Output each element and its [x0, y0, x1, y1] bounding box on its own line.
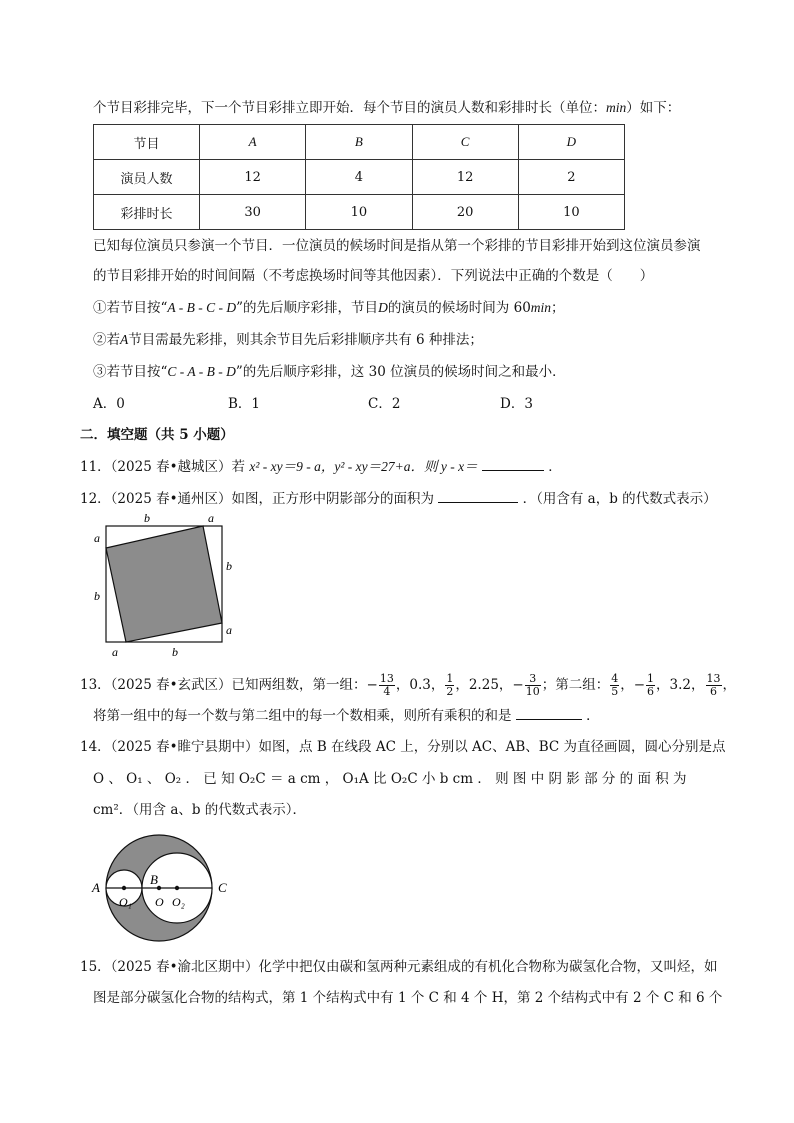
fraction-denominator: 10	[525, 685, 540, 698]
label-o1: O₁	[119, 895, 132, 909]
intro-text: 个节目彩排完毕，下一个节目彩排立即开始．每个节目的演员人数和彩排时长（单位：	[93, 100, 606, 116]
separator-text: ，0.3，	[395, 677, 445, 693]
separator-text: ，2.25，	[455, 677, 513, 693]
q13-group1	[366, 672, 542, 698]
q14-circles-figure	[88, 828, 248, 946]
label-o: O	[155, 895, 164, 909]
label-c: C	[218, 880, 227, 895]
q15-line1: 15．（2025 春•渝北区期中）化学中把仅由碳和氢两种元素组成的有机化合物称为碳氢化合物，又叫烃，如	[80, 959, 718, 975]
q13-answer-blank[interactable]	[516, 705, 582, 720]
table-cell: A	[200, 125, 306, 160]
intro-end: ）如下：	[626, 100, 681, 116]
point-o2	[175, 886, 179, 890]
minus-sign: −	[512, 677, 524, 693]
q10-option-b: B．1	[228, 396, 261, 412]
fraction-numerator: 1	[647, 672, 655, 685]
q10-statement-2: ②若A节目需最先彩排，则其余节目先后彩排顺序共有 6 种排法；	[93, 332, 483, 348]
q10-option-c: C．2	[368, 396, 401, 412]
q14-line3: cm²．（用含 a、b 的代数式表示）．	[93, 802, 307, 818]
q12-square-figure	[88, 510, 248, 660]
label-a: A	[92, 880, 100, 895]
q12-answer-blank[interactable]	[438, 488, 518, 503]
q11-line: 11．（2025 春•越城区）若 x² - xy＝9 - a，y² - xy＝27+a．则 y - x＝ ．	[80, 456, 562, 477]
intro-unit: min	[606, 100, 627, 115]
table-cell: 10	[518, 195, 624, 230]
q14-line2: O 、 O₁ 、 O₂ ． 已 知 O₂C ＝ a cm ， O₁A 比 O₂C 小 b cm ． 则 图 中 阴 影 部 分 的 面 积 为	[93, 771, 687, 787]
row-header-cell: 演员人数	[94, 160, 200, 195]
fraction-denominator: 2	[446, 685, 454, 698]
point-o1	[122, 886, 126, 890]
q10-option-a: A．0	[93, 396, 125, 412]
minus-sign: −	[633, 677, 646, 693]
fraction-numerator: 1	[446, 672, 454, 685]
fraction-numerator: 13	[706, 672, 721, 685]
fraction	[646, 673, 655, 698]
table-cell: B	[306, 125, 412, 160]
q13-line1: 13．（2025 春•玄武区）已知两组数，第一组：− $\frac{13}{4}$ ，0.3， $\frac{1}{2}$ ，2.25，− $\frac{3}{10}$ ；第二组： $\frac{4}{5}$ ，− $\frac{1}{6}$ ，3.2， $\frac{13}{6}$ ，	[80, 672, 737, 698]
label-right-a: a	[226, 623, 232, 637]
section-title: 二．填空题（共 5 小题）	[80, 427, 234, 443]
label-b: B	[150, 872, 158, 887]
label-o2: O₂	[172, 895, 185, 909]
fraction	[445, 673, 454, 698]
label-left-b: b	[94, 589, 100, 603]
fraction	[379, 673, 395, 698]
label-bottom-a: a	[112, 645, 118, 659]
q10-text-line1: 已知每位演员只参演一个节目．一位演员的候场时间是指从第一个彩排的节目彩排开始到这位演员参演	[93, 238, 701, 254]
fraction-denominator: 6	[710, 685, 718, 698]
q10-statement-3: ③若节目按“C - A - B - D”的先后顺序彩排，这 30 位演员的候场时间之和最小．	[93, 364, 566, 380]
row-header-cell: 彩排时长	[94, 195, 200, 230]
table-row	[94, 160, 625, 195]
label-top-b: b	[144, 511, 150, 525]
label-top-a: a	[208, 511, 214, 525]
table-cell: 10	[306, 195, 412, 230]
minus-sign: −	[366, 677, 378, 693]
label-right-b: b	[226, 559, 232, 573]
q11-answer-blank[interactable]	[482, 456, 544, 471]
fraction	[525, 673, 541, 698]
q12-line: 12．（2025 春•通州区）如图，正方形中阴影部分的面积为 ．（用含有 a，b 的代数式表示）	[80, 488, 717, 509]
row-header-cell: 节目	[94, 125, 200, 160]
label-bottom-b: b	[172, 645, 178, 659]
intro-line	[93, 98, 680, 118]
fraction-denominator: 6	[647, 685, 655, 698]
table-cell: 2	[518, 160, 624, 195]
q14-line1: 14．（2025 春•睢宁县期中）如图，点 B 在线段 AC 上，分别以 AC、AB、BC 为直径画圆，圆心分别是点	[80, 739, 726, 755]
fraction	[706, 673, 722, 698]
schedule-table	[93, 124, 625, 230]
fraction-denominator: 4	[383, 685, 391, 698]
table-cell: C	[412, 125, 518, 160]
q10-option-d: D．3	[500, 396, 533, 412]
table-cell: 20	[412, 195, 518, 230]
table-cell: 12	[412, 160, 518, 195]
q10-statement-1: ①若节目按“A - B - C - D”的先后顺序彩排，节目D的演员的候场时间为 60min；	[93, 300, 565, 316]
fraction-numerator: 4	[611, 672, 619, 685]
shaded-square	[106, 526, 222, 642]
table-cell: D	[518, 125, 624, 160]
fraction-numerator: 13	[379, 672, 394, 685]
q10-text-line2: 的节目彩排开始的时间间隔（不考虑换场时间等其他因素）．下列说法中正确的个数是（ ）	[93, 268, 654, 284]
separator-text: ，3.2，	[656, 677, 705, 693]
fraction-denominator: 5	[611, 685, 619, 698]
separator-text: ，	[620, 677, 634, 693]
table-cell: 4	[306, 160, 412, 195]
table-cell: 30	[200, 195, 306, 230]
table-cell: 12	[200, 160, 306, 195]
table-row	[94, 195, 625, 230]
q15-line2: 图是部分碳氢化合物的结构式，第 1 个结构式中有 1 个 C 和 4 个 H，第 2 个结构式中有 2 个 C 和 6 个	[93, 990, 723, 1006]
q13-line2: 将第一组中的每一个数与第二组中的每一个数相乘，则所有乘积的和是 ．	[93, 705, 600, 726]
label-left-a: a	[94, 531, 100, 545]
fraction-numerator: 3	[525, 673, 541, 686]
fraction	[610, 673, 619, 698]
table-row	[94, 125, 625, 160]
q13-group2	[609, 672, 722, 698]
